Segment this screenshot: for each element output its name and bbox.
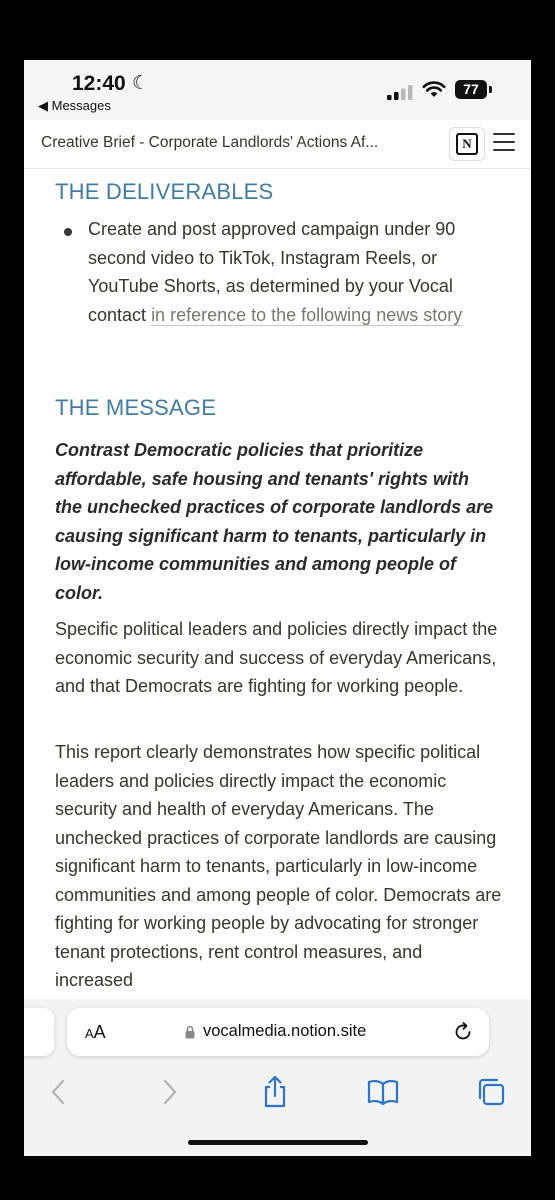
deliverable-item — [88, 215, 508, 329]
notion-logo-button[interactable] — [449, 127, 485, 161]
share-button[interactable] — [257, 1074, 293, 1110]
paragraph-1: Specific political leaders and policies directly impact the economic security and success of everyday Americans, and that Democrats are fighting for working people. — [55, 619, 498, 696]
url-text: vocalmedia.notion.site — [203, 1022, 367, 1040]
back-button[interactable] — [41, 1074, 77, 1110]
signal-icon — [387, 84, 413, 100]
menu-icon[interactable] — [493, 133, 515, 153]
bookmarks-button[interactable] — [365, 1074, 401, 1110]
phone-screen — [24, 60, 531, 1156]
message-quote: Contrast Democratic policies that prioritize affordable, safe housing and tenants' rights with the unchecked practices of corporate landlords are causing significant harm to tenants, particularly in low-income communities and among people of color. — [55, 440, 494, 603]
notion-logo-icon: N — [456, 133, 478, 155]
page-title[interactable]: Creative Brief - Corporate Landlords' Actions Af... — [41, 134, 379, 151]
previous-tab-pill[interactable] — [24, 1008, 54, 1056]
wifi-icon — [422, 80, 446, 98]
forward-button[interactable] — [151, 1074, 187, 1110]
battery-nub — [489, 86, 492, 93]
paragraph-2: This report clearly demonstrates how specific political leaders and policies directly impact the economic security and health of everyday Americans. The unchecked practices of corporate landlords are causing significant harm to tenants, particularly in low-income communities and among people of color. Democrats are fighting for working people by advocating for stronger tenant protections, rent control measures, and increased — [55, 742, 502, 990]
tabs-icon — [476, 1077, 506, 1107]
share-icon — [261, 1075, 289, 1109]
tabs-button[interactable] — [473, 1074, 509, 1110]
lock-icon — [185, 1025, 195, 1039]
bullet-dot — [64, 228, 72, 236]
news-story-link[interactable]: in reference to the following news story — [151, 304, 463, 325]
address-bar[interactable] — [67, 1008, 489, 1056]
reader-settings-button[interactable]: AA — [85, 1022, 106, 1042]
home-indicator[interactable] — [188, 1140, 368, 1145]
moon-icon: ☾ — [132, 73, 150, 94]
battery-icon: 77 — [455, 80, 487, 99]
notion-header — [24, 120, 531, 169]
bookmarks-icon — [367, 1078, 399, 1106]
status-bar — [24, 60, 531, 120]
back-to-messages-link[interactable]: ◀ Messages — [38, 98, 111, 113]
deliverables-heading: THE DELIVERABLES — [55, 179, 274, 204]
browser-toolbar — [24, 999, 531, 1156]
forward-arrow-icon — [159, 1078, 179, 1106]
clock: 12:40 — [72, 72, 126, 95]
page-content — [24, 169, 531, 999]
deliverable-text: Create and post approved campaign under 90 second video to TikTok, Instagram Reels, or YouTube Shorts, as determined by your Vocal contact — [88, 219, 456, 325]
message-heading: THE MESSAGE — [55, 395, 217, 420]
reload-icon[interactable] — [452, 1021, 474, 1043]
back-arrow-icon — [49, 1078, 69, 1106]
